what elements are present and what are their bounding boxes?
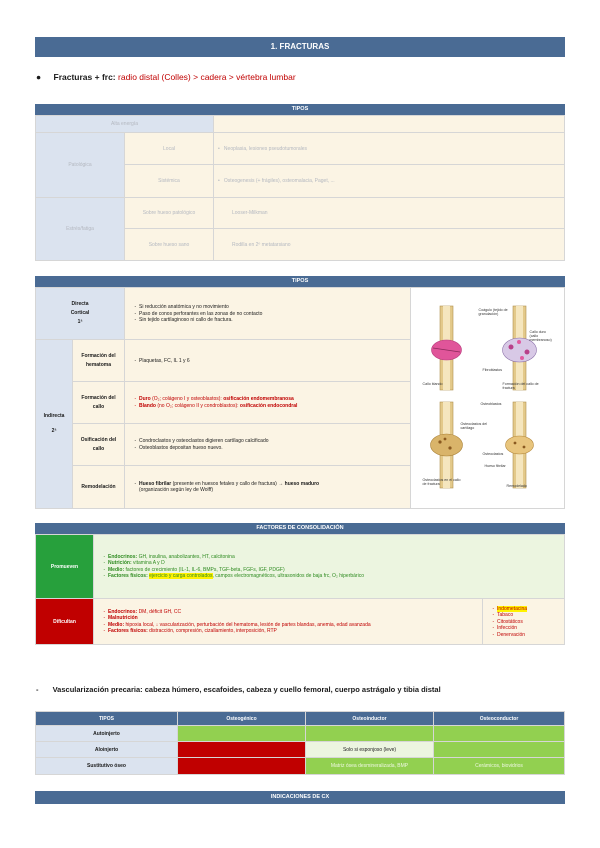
injertos-table xyxy=(35,711,565,775)
caption-remodelado: Remodelado xyxy=(506,484,527,488)
tipos2-header: TIPOS xyxy=(35,276,565,287)
local-text: • Neoplasia, lesiones pseudotumorales xyxy=(214,133,565,165)
hematoma-list: - Plaquetas, FC, IL 1 y 6 xyxy=(125,340,411,382)
directa-list: - Si reducción anatómica y no movimiento - Paso de conos perforantes en las zonas de no contacto - Sin tejido cartilaginoso ni callo de fractura. xyxy=(125,288,411,340)
caption-osteoclastos-callo: Osteoclastos en el callo de fractura xyxy=(422,478,461,486)
alta-energia: Alta energía xyxy=(36,116,214,133)
sobre-patologico: Sobre hueso patológico xyxy=(125,198,214,229)
sobre-sano: Sobre hueso sano xyxy=(125,229,214,261)
promueven-list: - Endocrinos: GH, insulina, anabolizantes, HT, calcitonina - Nutrición: vitamina A y D - Medio: factores de crecimiento (IL-1, IL-6, BMPs, TGF-beta, FGFs, IGF, PDGF) - Factores físicos: ejercicio y carga controlados, campos electromagnéticos, ultrasonidos de baja frc, O₂ hiperbárico xyxy=(94,535,565,599)
hematoma-label: Formación del hematoma xyxy=(73,340,125,382)
tipos1-table xyxy=(35,115,565,261)
osificacion-label: Osificación del callo xyxy=(73,424,125,466)
intro-highlight: radio distal (Colles) > cadera > vértebra lumbar xyxy=(118,72,296,82)
remodelacion-list: - Hueso fibrilar (presente en huesos fetales y callo de fractura) → hueso maduro (organización según ley de Wolff) xyxy=(125,466,411,509)
caption-callo-blando: Callo blando xyxy=(422,382,443,386)
col-osteoinductor: Osteoinductor xyxy=(306,712,434,726)
tipos2-table xyxy=(35,287,565,509)
indirecta-cell: Indirecta 2ª xyxy=(36,340,73,509)
factores-table xyxy=(35,534,565,645)
caption-fibroblastos: Fibroblastos xyxy=(482,368,503,372)
directa-cell: Directa Cortical 1ª xyxy=(36,288,125,340)
estres: Estrés/fatiga xyxy=(36,198,125,261)
caption-coagulo: Coágulo (tejido de granulación) xyxy=(478,308,508,316)
patologica: Patológica xyxy=(36,133,125,198)
dificultan-right-list: - Indometacina - Tabaco - Citostáticos - Infección - Denervación xyxy=(483,599,565,645)
dificultan-list: - Endocrinos: DM, déficit GH, CC - Malnutrición - Medio: hipoxia local, ↓ vascularización, perturbación del hematoma, lesión de partes blandas, anemia, edad avanzada - Factores físicos: distracción, compresión, cizallamiento, interposición, RTP xyxy=(94,599,483,645)
fracture-illustration xyxy=(411,288,565,509)
sistemica-text: • Osteogenesis (+ frágiles), osteomalacia, Paget, ... xyxy=(214,165,565,198)
alo-inductor: Solo si esponjoso (leve) xyxy=(306,742,434,758)
caption-hueso-fibrilar: Hueso fibrilar xyxy=(484,464,506,468)
promueven-label: Promueven xyxy=(36,535,94,599)
col-osteogenico: Osteogénico xyxy=(178,712,306,726)
sust-inductor: Matriz ósea desmineralizada, BMP xyxy=(306,758,434,775)
page-title: 1. FRACTURAS xyxy=(35,37,565,57)
caption-osteoblastos: Osteoblastos xyxy=(480,402,502,406)
local: Local xyxy=(125,133,214,165)
col-osteoconductor: Osteoconductor xyxy=(434,712,565,726)
caption-osteoclastos-cartilago: Osteoclastos del cartílago xyxy=(460,422,488,430)
bullet: ● xyxy=(36,72,42,82)
osificacion-list: - Condroclastos y osteoclastos digieren cartílago calcificado - Osteoblastos depositan hueso nuevo. xyxy=(125,424,411,466)
caption-formacion: Formación del callo de fractura xyxy=(502,382,539,390)
col-tipos: TIPOS xyxy=(36,712,178,726)
intro-line xyxy=(36,72,296,82)
sobre-sano-text: Rodilla en 2º metatarsiano xyxy=(214,229,565,261)
dificultan-label: Dificultan xyxy=(36,599,94,645)
sustitutivo: Sustitutivo óseo xyxy=(36,758,178,775)
indicaciones-header: INDICACIONES DE CX xyxy=(35,791,565,804)
sobre-patologico-text: Looser-Milkman xyxy=(214,198,565,229)
intro-prefix: Fracturas + frc: xyxy=(53,72,116,82)
caption-callo-duro: Callo duro (callo membranoso) xyxy=(529,330,552,342)
sistemica: Sistémica xyxy=(125,165,214,198)
autoinjerto: Autoinjerto xyxy=(36,726,178,742)
callo-label: Formación del callo xyxy=(73,382,125,424)
aloinjerto: Aloinjerto xyxy=(36,742,178,758)
callo-list: - Duro (O₂; colágeno I y osteoblastos): osificación endomembranosa - Blando (no O₂; colágeno II y condroblastos): osificación endocondral xyxy=(125,382,411,424)
sust-conductor: Cerámicos, biovidrios xyxy=(434,758,565,775)
vascular-line: - Vascularización precaria: cabeza húmero, escafoides, cabeza y cuello femoral, cuerpo astrágalo y tibia distal xyxy=(36,685,441,694)
caption-osteoclastos: Osteoclastos xyxy=(482,452,504,456)
tipos1-header: TIPOS xyxy=(35,104,565,115)
factores-header: FACTORES DE CONSOLIDACIÓN xyxy=(35,523,565,534)
remodelacion-label: Remodelación xyxy=(73,466,125,509)
